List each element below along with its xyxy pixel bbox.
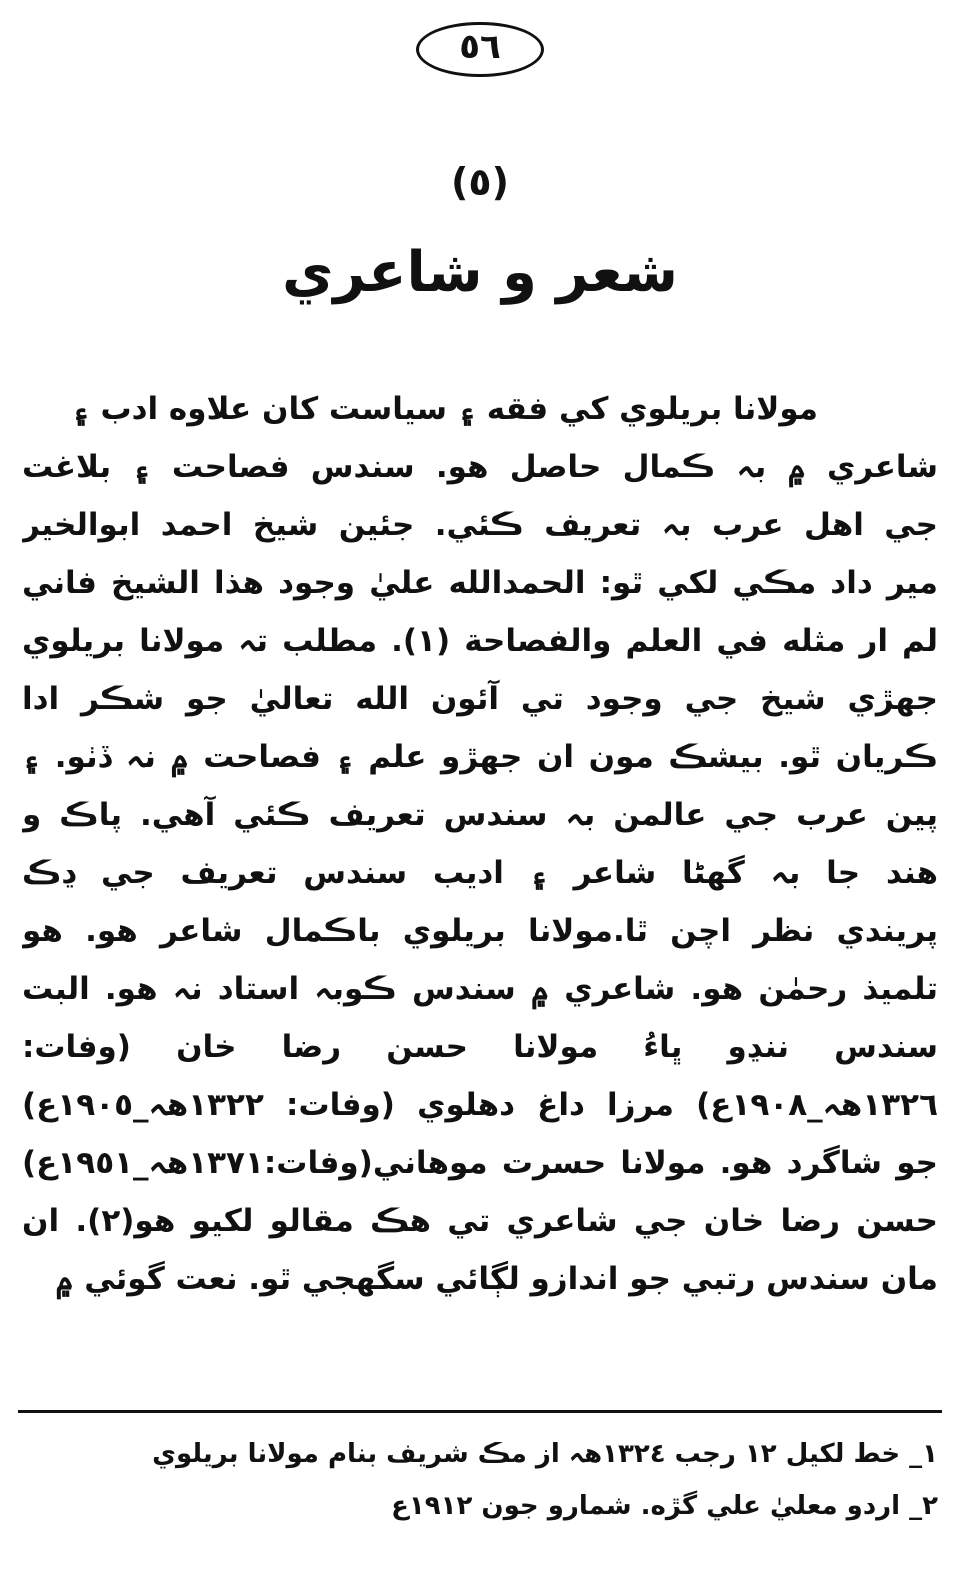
chapter-number: (٥) [451, 160, 509, 204]
text-line: مولانا بريلوي کي فقه ۽ سياست کان علاوه ادب ۽ [71, 391, 818, 427]
footnotes [22, 1428, 938, 1532]
text-line: تلميذ رحمٰن هو. شاعري ۾ سندس ڪوبہ استاد نہ هو. البت [22, 971, 938, 1007]
text-line: جي اهل عرب بہ تعريف ڪئي. جئين شيخ احمد ابوالخير [22, 507, 938, 543]
page-number-container [0, 22, 960, 77]
text-line: ڪريان ٿو. بيشڪ مون ان جهڙو علم ۽ فصاحت ۾ نہ ڏٺو. ۽ [22, 739, 938, 775]
text-line: پين عرب جي عالمن بہ سندس تعريف ڪئي آهي. پاڪ و [22, 797, 938, 833]
text-line: جهڙي شيخ جي وجود تي آئون الله تعاليٰ جو شڪر ادا [22, 681, 938, 717]
text-line: شاعري ۾ بہ ڪمال حاصل هو. سندس فصاحت ۽ بلاغت [22, 449, 938, 485]
footnote-2: ٢_ اردو معليٰ علي گڙه. شمارو جون ١٩١٢ع [391, 1491, 938, 1521]
text-line: سندس ننڍو ڀاءُ مولانا حسن رضا خان (وفات: [22, 1029, 938, 1065]
text-line: حسن رضا خان جي شاعري تي هڪ مقالو لکيو هو(٢). ان [22, 1203, 938, 1239]
text-line: مان سندس رتبي جو اندازو لڳائي سگهجي ٿو. نعت گوئي ۾ [55, 1261, 938, 1297]
footnote-1: ١_ خط لکيل ١٢ رجب ١٣٢٤هہ از مڪ شريف بنام مولانا بريلوي [152, 1439, 938, 1469]
chapter-title: شعر و شاعري [282, 240, 678, 305]
footnote-divider [18, 1410, 942, 1413]
text-line: پريندي نظر اچن ٿا.مولانا بريلوي باڪمال شاعر هو. هو [22, 913, 938, 949]
page-number: ٥٦ [416, 22, 544, 77]
text-line: هند جا بہ گهڻا شاعر ۽ اديب سندس تعريف جي ڍڪ [22, 855, 938, 891]
text-line: جو شاگرد هو. مولانا حسرت موهاني(وفات:١٣٧١هہ_١٩٥١ع) [22, 1145, 938, 1181]
text-line: مير داد مڪي لکي ٿو: الحمدالله عليٰ وجود هذا الشيخ فاني [22, 565, 938, 601]
body-text [22, 380, 938, 1308]
text-line: لم ار مثله في العلم والفصاحة (١). مطلب تہ مولانا بريلوي [22, 623, 938, 659]
text-line: ١٣٢٦هہ_١٩٠٨ع) مرزا داغ دهلوي (وفات: ١٣٢٢هہ_١٩٠٥ع) [22, 1087, 938, 1123]
